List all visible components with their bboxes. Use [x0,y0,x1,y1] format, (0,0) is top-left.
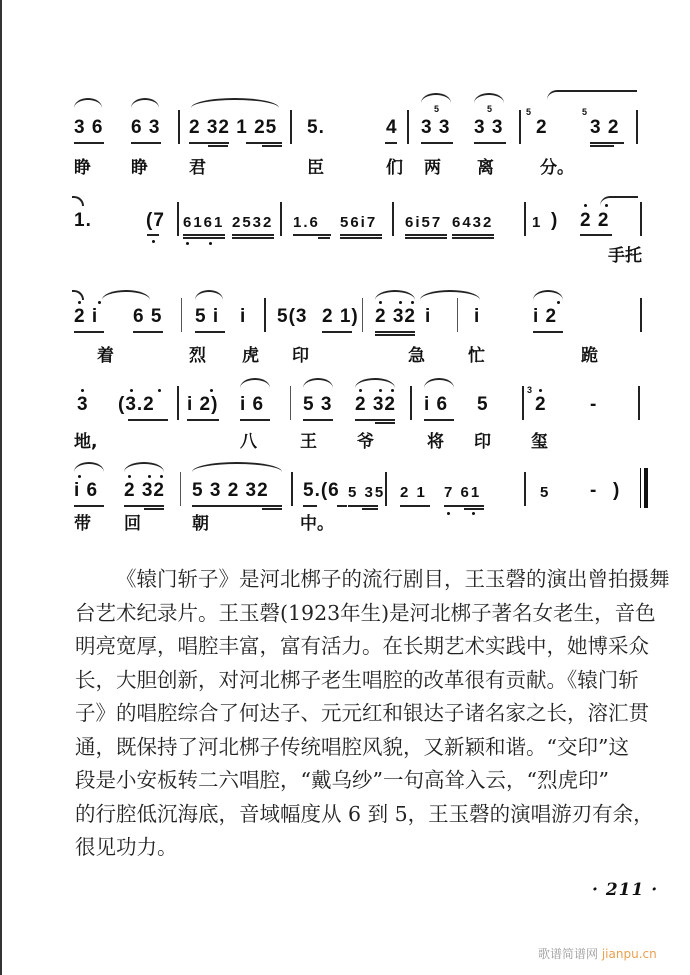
barline [177,386,179,420]
slur [240,378,270,388]
barline [638,386,640,420]
underline [340,237,382,239]
barline [640,298,642,332]
text-line: 长，大胆创新，对河北梆子老生唱腔的改革很有贡献。《辕门斩 [75,667,639,692]
underline [131,142,161,144]
lyric: 离 [477,158,494,178]
lyric: 将 [427,432,444,452]
underline [183,234,225,236]
barline [264,298,266,332]
underline [355,419,395,421]
slur [424,378,454,388]
underline [362,508,378,510]
underline [246,142,282,144]
high-octave-dot [359,389,362,392]
high-octave-dot [411,301,414,304]
underline [424,419,454,421]
note-group: 2 2 [580,210,610,231]
high-octave-dot [128,475,131,478]
barline [524,472,526,506]
high-octave-dot [158,389,161,392]
high-octave-dot [399,301,402,304]
note-group: 2 i [74,306,99,327]
underline [303,505,317,507]
barline [280,202,282,236]
tie [72,196,84,206]
lyric: 急 [408,346,425,366]
underline [405,234,447,236]
note-group: 1.6 [293,214,320,231]
underline [400,505,430,507]
slur [303,378,333,388]
lyric: 睁 [131,158,148,178]
underline [232,237,274,239]
barline [177,202,179,236]
note-group: ) [613,480,621,501]
underline [147,234,159,236]
note-group: - [590,480,598,501]
barline [290,386,291,420]
note-group: 1. [74,210,92,231]
tie [72,290,84,300]
underline [187,419,219,421]
note-group: 7 61 [444,484,482,501]
note-group: 3 3 [421,117,451,138]
note-group: 3 3 [474,117,504,138]
watermark-en: jianpu.cn [601,947,657,961]
slur [191,98,279,108]
note-group: 3 [77,394,89,415]
slur [375,290,415,300]
barline [636,110,638,144]
note-group: 2 32 1 25 [189,117,278,138]
underline [189,142,229,144]
lyric: 两 [424,158,441,178]
high-octave-dot [539,389,542,392]
lyric: 分。 [540,158,574,178]
note-group: 5.(6 [303,480,340,501]
score-row-3 [0,280,690,370]
grace-note: 5 [526,107,532,117]
underline [192,505,282,507]
underline [293,234,331,236]
underline [444,505,484,507]
grace-note: 3 [527,385,533,395]
underline [144,508,164,510]
barline [410,386,412,420]
note-group: 3 6 [74,117,104,138]
lyric: 朝 [192,514,209,534]
low-octave-dot [209,242,212,245]
note-group: 6432 [452,214,494,231]
underline [322,331,352,333]
note-group: 2532 [232,214,274,231]
slur [195,290,223,300]
note-group: - [590,394,598,415]
note-group: (7 [146,210,165,231]
high-octave-dot [160,475,163,478]
high-octave-dot [81,389,84,392]
slur [420,290,480,300]
high-octave-dot [391,389,394,392]
underline [74,331,104,333]
lyric: 跪 [581,346,598,366]
note-group: (3.2 [118,394,155,415]
slur [102,290,150,300]
text-line: 很见功力。 [75,835,178,859]
underline [128,419,168,421]
underline [124,505,164,507]
slur [131,98,159,108]
high-octave-dot [379,389,382,392]
final-barline-thin [640,468,641,508]
lyric: 爷 [357,432,374,452]
score-row-1 [0,90,690,180]
note-group: 6 5 [133,306,163,327]
note-group: 6161 [183,214,225,231]
note-group: 5 3 [303,394,333,415]
note-group: 5 [540,484,551,501]
note-group: 1 [532,214,543,231]
text-line: 段是小安板转二六唱腔，“戴乌纱”一句高耸入云，“烈虎印” [75,768,609,792]
lyric: 印 [474,432,491,452]
barline [385,472,387,506]
watermark-cn: 歌谱简谱网 [538,947,599,961]
watermark [538,945,657,962]
underline [580,234,612,236]
lyric: 手托 [608,246,642,266]
note-group: 2 1 [400,484,427,501]
commentary-text [75,563,670,865]
barline [290,110,292,144]
underline [183,237,225,239]
underline [240,419,270,421]
barline [362,298,363,332]
underline [375,422,395,424]
high-octave-dot [78,475,81,478]
note-group: 5 35 [348,484,386,501]
lyric: 玺 [531,432,548,452]
note-group: 4 [386,117,398,138]
slur [74,98,102,108]
lyric: 臣 [307,158,324,178]
note-group: 5 i [195,306,220,327]
lyric: 八 [240,432,257,452]
underline [590,142,624,144]
note-group: 56i7 [340,214,378,231]
underline [405,237,447,239]
slur [474,93,504,103]
note-group: 2 1) [322,306,359,327]
underline [262,145,282,147]
high-octave-dot [605,204,608,207]
score-row-2 [0,190,690,280]
note-group: i [474,306,481,327]
note-group: i [425,306,432,327]
underline [133,331,163,333]
lyric: 虎 [242,346,259,366]
note-group: 6i57 [405,214,443,231]
text-line: 《辕门斩子》是河北梆子的流行剧目，王玉磬的演出曾拍摄舞 [116,567,670,591]
lyric: 带 [74,514,91,534]
barline [522,386,524,420]
text-line: 台艺术纪录片。王玉磬(1923年生)是河北梆子著名女老生，音色 [75,600,656,625]
underline [348,505,378,507]
note-group: 2 [535,394,547,415]
grace-note: 5 [487,104,493,114]
underline [452,234,494,236]
text-line: 明亮宽厚，唱腔丰富，富有活力。在长期艺术实践中，她博采众 [75,634,649,658]
commentary-paragraph [75,563,670,597]
grace-note: 5 [434,104,440,114]
score-row-4 [0,368,690,458]
underline [375,331,415,333]
note-group: 5. [307,117,325,138]
high-octave-dot [584,204,587,207]
note-group: ) [551,210,559,231]
lyric: 君 [189,158,206,178]
barline [524,202,526,236]
text-line: 子》的唱腔综合了何达子、元元红和银达子诸名家之长，溶汇贯 [75,701,649,725]
lyric: 忙 [468,346,485,366]
lyric: 地, [74,432,98,452]
note-group: i 2) [187,394,219,415]
note-group: i 6 [424,394,449,415]
note-group: i 6 [240,394,265,415]
note-group: 3 2 [590,117,620,138]
underline [262,508,282,510]
slur [192,462,282,472]
underline [195,331,225,333]
underline [318,237,330,239]
lyric: 王 [300,432,317,452]
high-octave-dot [148,475,151,478]
underline [208,145,228,147]
lyric: 中。 [300,514,334,534]
low-octave-dot [447,512,450,515]
high-octave-dot [557,301,560,304]
slur [547,90,637,100]
high-octave-dot [78,301,81,304]
underline [340,234,382,236]
underline [303,419,333,421]
slur [74,462,104,472]
high-octave-dot [210,389,213,392]
note-group: 5 [477,394,489,415]
underline [452,237,494,239]
barline [640,202,642,236]
grace-note: 5 [582,107,588,117]
high-octave-dot [98,301,101,304]
lyric: 印 [292,346,309,366]
slur [421,93,451,103]
lyric: 睁 [74,158,91,178]
low-octave-dot [472,512,475,515]
text-line: 通，既保持了河北梆子传统唱腔风貌，又新颖和谐。“交印”这 [75,734,629,759]
underline [421,142,453,144]
note-group: i [240,306,247,327]
barline [407,110,409,144]
note-group: 2 32 [124,480,165,501]
note-group: i 2 [533,306,558,327]
lyric: 着 [97,346,114,366]
note-group: 6 3 [131,117,161,138]
barline [180,472,181,506]
lyric: 们 [386,158,403,178]
slur [124,462,164,472]
note-group: 2 [536,117,548,138]
score-row-5 [0,456,690,546]
barline [178,110,180,144]
underline [74,142,104,144]
note-group: 5 3 2 32 [192,480,269,501]
note-group: i 6 [74,480,99,501]
final-barline-thick [644,468,648,508]
underline [474,142,506,144]
barline [181,298,182,332]
underline [232,234,274,236]
barline [519,110,521,144]
note-group: 2 32 [355,394,396,415]
high-octave-dot [379,301,382,304]
underline [533,331,563,333]
underline [74,505,104,507]
low-octave-dot [152,240,155,243]
underline [590,145,614,147]
lyric: 烈 [189,346,206,366]
low-octave-dot [186,242,189,245]
note-group: 5(3 [277,306,308,327]
slur [533,290,563,300]
underline [375,334,415,336]
underline [385,142,397,144]
barline [392,202,394,236]
underline [337,505,347,507]
note-group: 2 32 [375,306,416,327]
barline [457,298,458,332]
high-octave-dot [130,389,133,392]
lyric: 回 [124,514,141,534]
page-number: · 211 · [592,880,659,900]
slur [355,378,395,388]
barline [291,472,293,506]
text-line: 的行腔低沉海底，音域幅度从 6 到 5，王玉磬的演唱游刃有余， [75,801,654,826]
underline [464,508,484,510]
